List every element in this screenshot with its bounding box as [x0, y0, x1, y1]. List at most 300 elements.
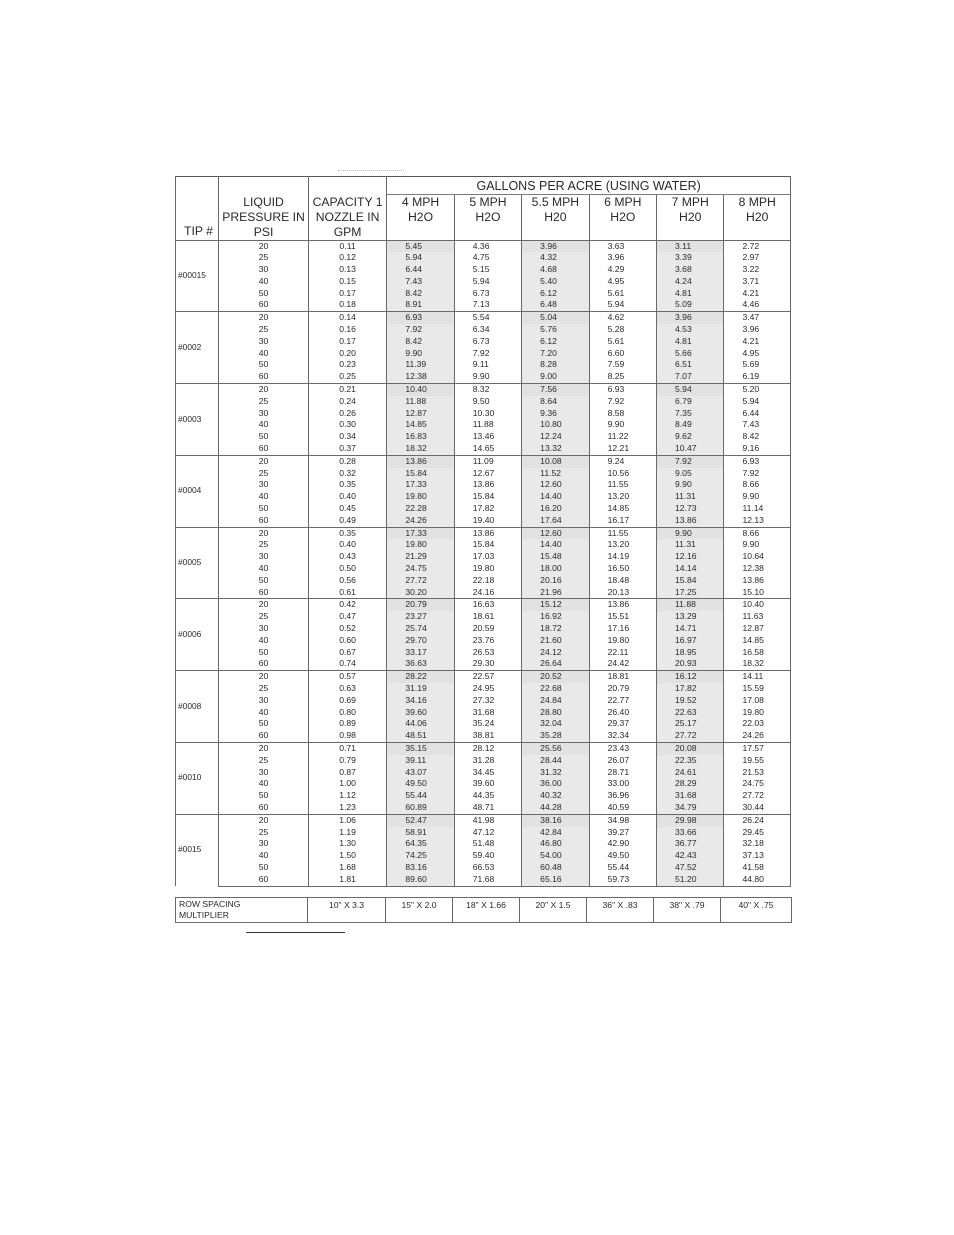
gpa-cell: 54.00	[522, 850, 589, 862]
gpa-cell: 17.57	[724, 742, 791, 754]
table-row	[176, 539, 791, 551]
gpa-cell: 24.42	[589, 658, 656, 670]
pressure-cell: 30	[219, 336, 309, 348]
gpa-cell: 15.84	[454, 539, 521, 551]
capacity-cell: 0.71	[308, 742, 387, 754]
capacity-cell: 0.74	[308, 658, 387, 670]
pressure-cell: 60	[219, 371, 309, 383]
gpa-cell: 51.48	[454, 838, 521, 850]
header-speed-line: 4 MPH	[401, 195, 440, 209]
table-row	[176, 838, 791, 850]
gpa-cell: 6.73	[454, 336, 521, 348]
gpa-cell: 5.09	[657, 299, 724, 311]
row-spacing-label-line: MULTIPLIER	[179, 909, 229, 920]
gpa-cell: 15.10	[724, 587, 791, 599]
super-header: GALLONS PER ACRE (USING WATER)	[387, 177, 791, 195]
table-row	[176, 312, 791, 324]
gpa-cell: 18.32	[724, 658, 791, 670]
capacity-cell: 0.16	[308, 324, 387, 336]
gpa-cell: 29.45	[724, 827, 791, 839]
table-row	[176, 551, 791, 563]
tip-group	[176, 814, 791, 886]
header-capacity-line: NOZZLE IN	[315, 209, 380, 224]
row-spacing-value: 18" X 1.66	[453, 897, 520, 922]
header-speed-1	[454, 195, 521, 241]
gpa-cell: 64.35	[387, 838, 454, 850]
gpa-cell: 15.84	[657, 575, 724, 587]
capacity-cell: 0.57	[308, 671, 387, 683]
tip-group	[176, 742, 791, 814]
gpa-cell: 16.17	[589, 515, 656, 527]
pressure-cell: 30	[219, 408, 309, 420]
gpa-cell: 11.55	[589, 527, 656, 539]
gpa-cell: 17.33	[387, 527, 454, 539]
pressure-cell: 20	[219, 814, 309, 826]
pressure-cell: 40	[219, 778, 309, 790]
gpa-cell: 21.29	[387, 551, 454, 563]
header-pressure-line: PSI	[253, 224, 274, 239]
tip-number: #0010	[176, 742, 219, 814]
gpa-cell: 35.24	[454, 718, 521, 730]
gpa-cell: 31.68	[454, 707, 521, 719]
gpa-cell: 14.65	[454, 443, 521, 455]
capacity-cell: 0.30	[308, 419, 387, 431]
gpa-cell: 14.11	[724, 671, 791, 683]
gpa-cell: 34.79	[657, 802, 724, 814]
gpa-cell: 10.40	[724, 599, 791, 611]
pressure-cell: 25	[219, 683, 309, 695]
gpa-cell: 23.76	[454, 635, 521, 647]
pressure-cell: 60	[219, 515, 309, 527]
gpa-cell: 10.56	[589, 468, 656, 480]
pressure-cell: 20	[219, 240, 309, 252]
gpa-cell: 25.74	[387, 623, 454, 635]
gpa-cell: 20.08	[657, 742, 724, 754]
gpa-cell: 33.66	[657, 827, 724, 839]
gpa-cell: 7.92	[657, 455, 724, 467]
capacity-cell: 0.43	[308, 551, 387, 563]
header-pressure-line: PRESSURE IN	[222, 209, 305, 224]
gpa-cell: 12.24	[522, 431, 589, 443]
capacity-cell: 0.56	[308, 575, 387, 587]
gpa-cell: 22.03	[724, 718, 791, 730]
table-row	[176, 336, 791, 348]
capacity-cell: 0.49	[308, 515, 387, 527]
gpa-cell: 49.50	[387, 778, 454, 790]
gpa-cell: 47.52	[657, 862, 724, 874]
gpa-cell: 31.19	[387, 683, 454, 695]
gpa-cell: 28.71	[589, 767, 656, 779]
gpa-cell: 9.90	[454, 371, 521, 383]
header-speed-line: 5.5 MPH	[531, 195, 580, 209]
table-row	[176, 324, 791, 336]
gallons-per-acre-table	[175, 176, 791, 887]
gpa-cell: 29.37	[589, 718, 656, 730]
gpa-cell: 3.96	[724, 324, 791, 336]
pressure-cell: 50	[219, 288, 309, 300]
gpa-cell: 39.11	[387, 755, 454, 767]
gpa-cell: 24.61	[657, 767, 724, 779]
pressure-cell: 50	[219, 718, 309, 730]
gpa-cell: 19.80	[724, 707, 791, 719]
tip-group	[176, 240, 791, 312]
gpa-cell: 41.98	[454, 814, 521, 826]
gpa-cell: 4.29	[589, 264, 656, 276]
gpa-cell: 5.04	[522, 312, 589, 324]
gpa-cell: 26.40	[589, 707, 656, 719]
gpa-cell: 28.12	[454, 742, 521, 754]
pressure-cell: 40	[219, 563, 309, 575]
tip-number: #0003	[176, 384, 219, 456]
gpa-cell: 49.50	[589, 850, 656, 862]
gpa-cell: 13.86	[387, 455, 454, 467]
gpa-cell: 12.73	[657, 503, 724, 515]
table-row	[176, 874, 791, 886]
capacity-cell: 0.35	[308, 479, 387, 491]
table-row	[176, 755, 791, 767]
gpa-cell: 6.93	[589, 384, 656, 396]
gpa-cell: 5.61	[589, 288, 656, 300]
gpa-cell: 4.36	[454, 240, 521, 252]
gpa-cell: 34.16	[387, 695, 454, 707]
gpa-cell: 22.63	[657, 707, 724, 719]
capacity-cell: 0.87	[308, 767, 387, 779]
gpa-cell: 55.44	[589, 862, 656, 874]
capacity-cell: 1.12	[308, 790, 387, 802]
row-spacing-value: 15" X 2.0	[386, 897, 453, 922]
capacity-cell: 0.40	[308, 539, 387, 551]
gpa-cell: 46.80	[522, 838, 589, 850]
gpa-cell: 6.73	[454, 288, 521, 300]
gpa-cell: 16.12	[657, 671, 724, 683]
gpa-cell: 15.12	[522, 599, 589, 611]
gpa-cell: 15.59	[724, 683, 791, 695]
gpa-cell: 42.43	[657, 850, 724, 862]
gpa-cell: 3.63	[589, 240, 656, 252]
gpa-cell: 13.86	[589, 599, 656, 611]
gpa-cell: 24.75	[724, 778, 791, 790]
table-row	[176, 264, 791, 276]
gpa-cell: 9.36	[522, 408, 589, 420]
gpa-cell: 13.32	[522, 443, 589, 455]
header-speed-4	[657, 195, 724, 241]
gpa-cell: 12.60	[522, 527, 589, 539]
gpa-cell: 9.90	[724, 491, 791, 503]
tip-group	[176, 455, 791, 527]
pressure-cell: 60	[219, 802, 309, 814]
gpa-cell: 14.71	[657, 623, 724, 635]
table-row	[176, 468, 791, 480]
gpa-cell: 3.11	[657, 240, 724, 252]
header-blank-tip	[176, 177, 219, 195]
gpa-cell: 47.12	[454, 827, 521, 839]
gpa-cell: 30.44	[724, 802, 791, 814]
gpa-cell: 66.53	[454, 862, 521, 874]
table-row	[176, 790, 791, 802]
gpa-cell: 21.60	[522, 635, 589, 647]
gpa-cell: 83.16	[387, 862, 454, 874]
pressure-cell: 25	[219, 468, 309, 480]
column-header-row	[176, 195, 791, 241]
gpa-cell: 9.90	[657, 527, 724, 539]
header-speed-line: 8 MPH	[738, 195, 776, 209]
pressure-cell: 30	[219, 264, 309, 276]
table-row	[176, 767, 791, 779]
gpa-cell: 7.92	[724, 468, 791, 480]
gpa-cell: 26.07	[589, 755, 656, 767]
gpa-cell: 27.72	[387, 575, 454, 587]
gpa-cell: 22.77	[589, 695, 656, 707]
gpa-cell: 11.63	[724, 611, 791, 623]
pressure-cell: 60	[219, 874, 309, 886]
gpa-cell: 34.45	[454, 767, 521, 779]
gpa-cell: 23.27	[387, 611, 454, 623]
capacity-cell: 0.14	[308, 312, 387, 324]
gpa-cell: 28.29	[657, 778, 724, 790]
gpa-cell: 40.32	[522, 790, 589, 802]
gpa-cell: 32.18	[724, 838, 791, 850]
capacity-cell: 0.25	[308, 371, 387, 383]
table-row	[176, 240, 791, 252]
table-row	[176, 587, 791, 599]
gpa-cell: 7.92	[454, 348, 521, 360]
gpa-cell: 24.84	[522, 695, 589, 707]
capacity-cell: 0.40	[308, 491, 387, 503]
gpa-cell: 19.80	[589, 635, 656, 647]
capacity-cell: 0.67	[308, 647, 387, 659]
gpa-cell: 6.34	[454, 324, 521, 336]
gpa-cell: 14.85	[589, 503, 656, 515]
capacity-cell: 0.17	[308, 288, 387, 300]
capacity-cell: 0.42	[308, 599, 387, 611]
table-row	[176, 814, 791, 826]
pressure-cell: 60	[219, 658, 309, 670]
gpa-cell: 8.28	[522, 359, 589, 371]
pressure-cell: 50	[219, 790, 309, 802]
gpa-cell: 6.12	[522, 288, 589, 300]
gpa-cell: 11.88	[454, 419, 521, 431]
pressure-cell: 60	[219, 299, 309, 311]
pressure-cell: 25	[219, 827, 309, 839]
tip-number: #0002	[176, 312, 219, 384]
gpa-cell: 3.96	[522, 240, 589, 252]
gpa-cell: 21.53	[724, 767, 791, 779]
gpa-cell: 16.20	[522, 503, 589, 515]
gpa-cell: 60.89	[387, 802, 454, 814]
gpa-cell: 17.82	[454, 503, 521, 515]
header-pressure-line: LIQUID	[243, 194, 284, 209]
capacity-cell: 0.26	[308, 408, 387, 420]
gpa-cell: 13.86	[454, 527, 521, 539]
gpa-cell: 13.46	[454, 431, 521, 443]
gpa-cell: 12.38	[724, 563, 791, 575]
gpa-cell: 11.55	[589, 479, 656, 491]
gpa-cell: 19.52	[657, 695, 724, 707]
gpa-cell: 5.54	[454, 312, 521, 324]
header-speed-line: H20	[679, 210, 702, 224]
capacity-cell: 1.81	[308, 874, 387, 886]
gpa-cell: 11.52	[522, 468, 589, 480]
table-row	[176, 299, 791, 311]
gpa-cell: 3.47	[724, 312, 791, 324]
tip-number: #0006	[176, 599, 219, 671]
pressure-cell: 25	[219, 252, 309, 264]
gpa-cell: 29.70	[387, 635, 454, 647]
gpa-cell: 13.86	[454, 479, 521, 491]
table-row	[176, 707, 791, 719]
gpa-cell: 9.90	[387, 348, 454, 360]
table-row	[176, 742, 791, 754]
gpa-cell: 35.28	[522, 730, 589, 742]
capacity-cell: 1.30	[308, 838, 387, 850]
header-speed-3	[589, 195, 656, 241]
gpa-cell: 33.17	[387, 647, 454, 659]
pressure-cell: 30	[219, 623, 309, 635]
gpa-cell: 5.66	[657, 348, 724, 360]
gpa-cell: 19.40	[454, 515, 521, 527]
gpa-cell: 5.28	[589, 324, 656, 336]
gpa-cell: 58.91	[387, 827, 454, 839]
table-row	[176, 479, 791, 491]
header-speed-line: 7 MPH	[671, 195, 709, 209]
gpa-cell: 8.66	[724, 527, 791, 539]
gpa-cell: 20.59	[454, 623, 521, 635]
gpa-cell: 5.20	[724, 384, 791, 396]
gpa-cell: 55.44	[387, 790, 454, 802]
gpa-cell: 8.42	[724, 431, 791, 443]
gpa-cell: 52.47	[387, 814, 454, 826]
pressure-cell: 25	[219, 611, 309, 623]
gpa-cell: 13.20	[589, 539, 656, 551]
gpa-cell: 35.15	[387, 742, 454, 754]
gpa-cell: 22.18	[454, 575, 521, 587]
tip-group	[176, 671, 791, 743]
gpa-cell: 37.13	[724, 850, 791, 862]
gpa-cell: 17.25	[657, 587, 724, 599]
gpa-cell: 17.64	[522, 515, 589, 527]
gpa-cell: 9.62	[657, 431, 724, 443]
gpa-cell: 25.56	[522, 742, 589, 754]
gpa-cell: 16.92	[522, 611, 589, 623]
gpa-cell: 7.92	[589, 396, 656, 408]
capacity-cell: 0.60	[308, 635, 387, 647]
table-row	[176, 647, 791, 659]
capacity-cell: 0.11	[308, 240, 387, 252]
gpa-cell: 22.28	[387, 503, 454, 515]
capacity-cell: 0.79	[308, 755, 387, 767]
gpa-cell: 24.12	[522, 647, 589, 659]
gpa-cell: 9.05	[657, 468, 724, 480]
header-tip: TIP #	[176, 195, 219, 241]
gpa-cell: 14.14	[657, 563, 724, 575]
pressure-cell: 50	[219, 647, 309, 659]
gpa-cell: 6.12	[522, 336, 589, 348]
gpa-cell: 19.55	[724, 755, 791, 767]
gpa-cell: 26.64	[522, 658, 589, 670]
gpa-cell: 5.40	[522, 276, 589, 288]
gpa-cell: 2.72	[724, 240, 791, 252]
header-speed-0	[387, 195, 454, 241]
gpa-cell: 48.51	[387, 730, 454, 742]
gpa-cell: 40.59	[589, 802, 656, 814]
table-row	[176, 671, 791, 683]
gpa-cell: 19.80	[454, 563, 521, 575]
gpa-cell: 11.09	[454, 455, 521, 467]
gpa-cell: 3.39	[657, 252, 724, 264]
capacity-cell: 0.37	[308, 443, 387, 455]
pressure-cell: 20	[219, 384, 309, 396]
gpa-cell: 12.38	[387, 371, 454, 383]
row-spacing-label	[176, 897, 308, 922]
gpa-cell: 39.60	[454, 778, 521, 790]
gpa-cell: 44.28	[522, 802, 589, 814]
header-speed-line: H2O	[475, 210, 501, 224]
row-spacing-value: 10" X 3.3	[308, 897, 386, 922]
capacity-cell: 0.80	[308, 707, 387, 719]
gpa-cell: 43.07	[387, 767, 454, 779]
gpa-cell: 38.81	[454, 730, 521, 742]
gpa-cell: 9.90	[589, 419, 656, 431]
header-speed-line: H2O	[610, 210, 636, 224]
header-pressure	[219, 195, 309, 241]
table-row	[176, 850, 791, 862]
gpa-cell: 9.90	[724, 539, 791, 551]
gpa-cell: 14.19	[589, 551, 656, 563]
gpa-cell: 4.53	[657, 324, 724, 336]
gpa-cell: 11.31	[657, 491, 724, 503]
gpa-cell: 7.13	[454, 299, 521, 311]
table-row	[176, 455, 791, 467]
table-row	[176, 443, 791, 455]
header-blank-pressure	[219, 177, 309, 195]
pressure-cell: 20	[219, 671, 309, 683]
gpa-cell: 41.58	[724, 862, 791, 874]
table-row	[176, 623, 791, 635]
gpa-cell: 18.48	[589, 575, 656, 587]
gpa-cell: 65.16	[522, 874, 589, 886]
gpa-cell: 20.16	[522, 575, 589, 587]
table-row	[176, 431, 791, 443]
gpa-cell: 24.75	[387, 563, 454, 575]
tip-number: #00015	[176, 240, 219, 312]
gpa-cell: 30.20	[387, 587, 454, 599]
table-row	[176, 658, 791, 670]
table-row	[176, 288, 791, 300]
header-capacity	[308, 195, 387, 241]
gpa-cell: 6.44	[724, 408, 791, 420]
gpa-cell: 44.80	[724, 874, 791, 886]
pressure-cell: 25	[219, 755, 309, 767]
gpa-cell: 33.00	[589, 778, 656, 790]
capacity-cell: 0.28	[308, 455, 387, 467]
gpa-cell: 5.15	[454, 264, 521, 276]
capacity-cell: 0.45	[308, 503, 387, 515]
capacity-cell: 0.24	[308, 396, 387, 408]
capacity-cell: 0.21	[308, 384, 387, 396]
pressure-cell: 40	[219, 348, 309, 360]
gpa-cell: 17.16	[589, 623, 656, 635]
capacity-cell: 0.13	[308, 264, 387, 276]
gpa-cell: 10.30	[454, 408, 521, 420]
row-spacing-value: 40" X .75	[721, 897, 792, 922]
gpa-cell: 16.83	[387, 431, 454, 443]
gpa-cell: 24.95	[454, 683, 521, 695]
capacity-cell: 0.61	[308, 587, 387, 599]
nozzle-chart	[175, 176, 791, 923]
gpa-cell: 7.59	[589, 359, 656, 371]
gpa-cell: 10.64	[724, 551, 791, 563]
gpa-cell: 4.21	[724, 288, 791, 300]
